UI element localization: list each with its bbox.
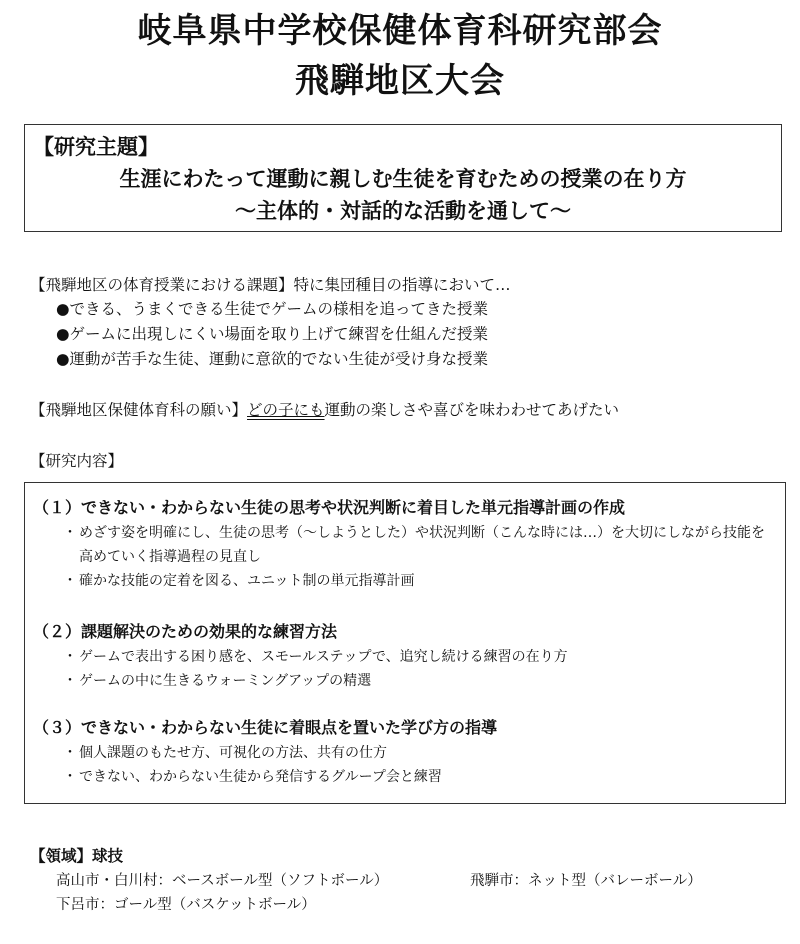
research-theme-sub: 〜主体的・対話的な活動を通して〜 bbox=[235, 199, 571, 223]
issue-item: ●できる、うまくできる生徒でゲームの様相を追ってきた授業 bbox=[56, 300, 489, 318]
research-content-label: 【研究内容】 bbox=[30, 452, 124, 470]
section-bullet bbox=[33, 741, 773, 765]
section-heading: （３）できない・わからない生徒に着眼点を置いた学び方の指導 bbox=[33, 718, 498, 737]
bullet-text: ゲームで表出する困り感を、スモールステップで、追究し続ける練習の在り方 bbox=[79, 649, 568, 665]
issue-item: ●運動が苦手な生徒、運動に意欲的でない生徒が受け身な授業 bbox=[56, 350, 489, 368]
wish-label: 【飛騨地区保健体育科の願い】 bbox=[30, 401, 248, 419]
bullet-dot: ・ bbox=[63, 525, 77, 541]
issues-section bbox=[30, 273, 511, 372]
bullet-dot: ・ bbox=[63, 769, 77, 785]
section-bullet bbox=[33, 765, 773, 789]
bullet-dot: ・ bbox=[63, 649, 77, 665]
research-theme-box bbox=[24, 124, 782, 232]
domain-row-2 bbox=[30, 893, 388, 917]
content-section-2 bbox=[33, 619, 773, 693]
research-theme-heading: 【研究主題】 bbox=[33, 135, 159, 159]
research-content-box bbox=[24, 482, 786, 804]
issues-heading: 【飛騨地区の体育授業における課題】特に集団種目の指導において… bbox=[30, 276, 511, 294]
bullet-text: できない、わからない生徒から発信するグループ会と練習 bbox=[79, 769, 442, 785]
domain-hida: 飛騨市：ネット型（バレーボール） bbox=[470, 873, 702, 889]
domain-section bbox=[30, 843, 702, 917]
research-theme-main: 生涯にわたって運動に親しむ生徒を育むための授業の在り方 bbox=[119, 167, 687, 191]
wish-line bbox=[30, 398, 619, 420]
wish-emphasis: どの子にも bbox=[247, 401, 325, 419]
title-line-1: 岐阜県中学校保健体育科研究部会 bbox=[137, 11, 663, 51]
bullet-text: めざす姿を明確にし、生徒の思考（〜しようとした）や状況判断（こんな時には…）を大切にしながら技能を高めていく指導過程の見直し bbox=[79, 525, 765, 565]
content-section-3 bbox=[33, 715, 773, 789]
section-bullet bbox=[33, 669, 773, 693]
domain-heading: 【領域】球技 bbox=[30, 847, 124, 865]
section-bullet bbox=[33, 521, 773, 569]
content-section-1 bbox=[33, 495, 773, 593]
section-bullet bbox=[33, 645, 773, 669]
bullet-dot: ・ bbox=[63, 745, 77, 761]
issue-item: ●ゲームに出現しにくい場面を取り上げて練習を仕組んだ授業 bbox=[56, 325, 489, 343]
bullet-dot: ・ bbox=[63, 673, 77, 689]
document-title bbox=[0, 6, 800, 106]
section-heading: （１）できない・わからない生徒の思考や状況判断に着目した単元指導計画の作成 bbox=[33, 498, 626, 517]
bullet-text: 個人課題のもたせ方、可視化の方法、共有の仕方 bbox=[79, 745, 387, 761]
bullet-text: 確かな技能の定着を図る、ユニット制の単元指導計画 bbox=[79, 573, 415, 589]
domain-row-1 bbox=[30, 869, 702, 893]
section-bullet bbox=[33, 569, 773, 593]
domain-gero: 下呂市：ゴール型（バスケットボール） bbox=[56, 897, 316, 913]
wish-text: 運動の楽しさや喜びを味わわせてあげたい bbox=[324, 401, 620, 419]
bullet-dot: ・ bbox=[63, 573, 77, 589]
domain-takayama: 高山市・白川村：ベースボール型（ソフトボール） bbox=[56, 873, 389, 889]
section-heading: （２）課題解決のための効果的な練習方法 bbox=[33, 622, 338, 641]
bullet-text: ゲームの中に生きるウォーミングアップの精選 bbox=[79, 673, 372, 689]
title-line-2: 飛騨地区大会 bbox=[295, 61, 505, 101]
